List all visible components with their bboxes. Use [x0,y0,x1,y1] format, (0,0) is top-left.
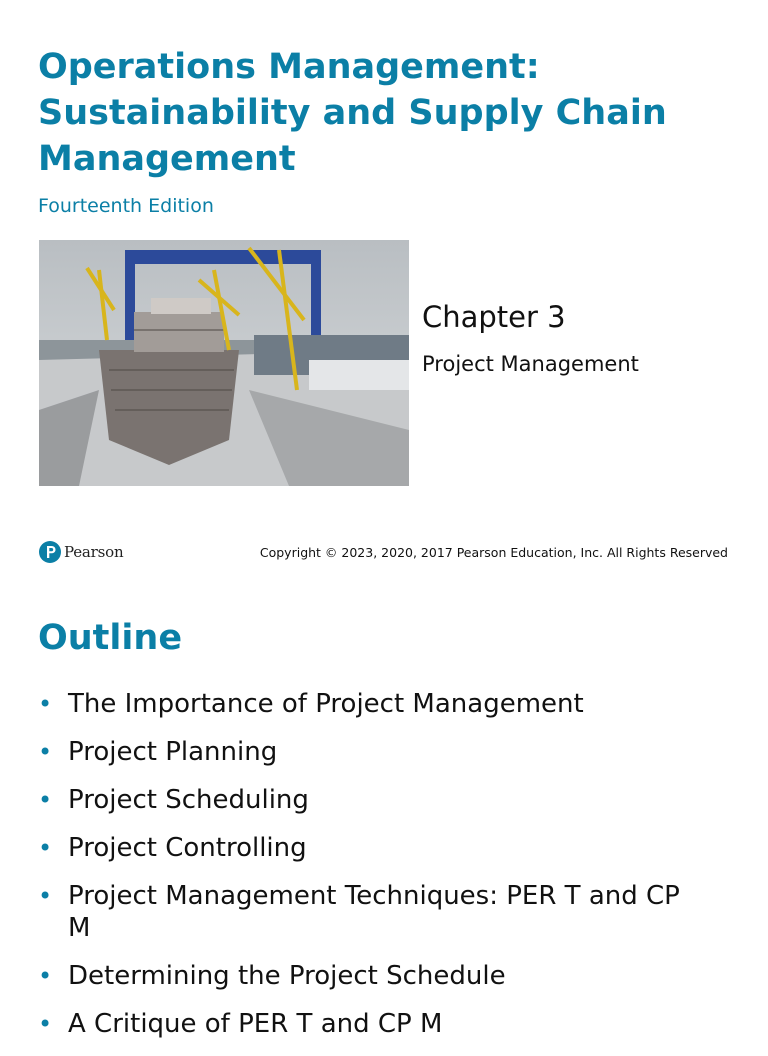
book-title-line-1: Operations Management: [38,47,540,87]
list-item-text: A Critique of PER T and CP M [68,1009,443,1039]
outline-heading: Outline [38,618,183,658]
bullet-icon: • [38,834,53,862]
bullet-icon: • [38,1010,53,1038]
bullet-icon: • [38,690,53,718]
pearson-p-icon [39,541,61,563]
list-item [38,784,698,816]
list-item [38,832,698,864]
list-item-text: Project Management Techniques: PER T and CP M [68,881,680,943]
list-item [38,960,698,992]
list-item-text: Project Controlling [68,833,307,863]
pearson-wordmark: Pearson [64,543,124,561]
outline-list [38,688,698,1056]
list-item-text: The Importance of Project Management [68,689,584,719]
list-item [38,688,698,720]
bullet-icon: • [38,882,53,910]
bullet-icon: • [38,738,53,766]
chapter-number: Chapter 3 [422,300,566,334]
list-item-text: Determining the Project Schedule [68,961,506,991]
list-item [38,880,698,944]
chapter-title: Project Management [422,352,639,376]
pearson-logo [39,540,123,564]
shipyard-photo [39,240,409,486]
edition-label: Fourteenth Edition [38,195,214,217]
book-title-line-2: Sustainability and Supply Chain [38,93,667,133]
book-title-line-3: Management [38,139,296,179]
list-item [38,736,698,768]
bullet-icon: • [38,786,53,814]
bullet-icon: • [38,962,53,990]
list-item-text: Project Scheduling [68,785,309,815]
shipyard-illustration [39,240,409,486]
book-title [38,44,738,182]
list-item [38,1008,698,1040]
copyright-notice: Copyright © 2023, 2020, 2017 Pearson Education, Inc. All Rights Reserved [259,545,728,560]
outline-slide [0,590,768,1039]
list-item-text: Project Planning [68,737,278,767]
